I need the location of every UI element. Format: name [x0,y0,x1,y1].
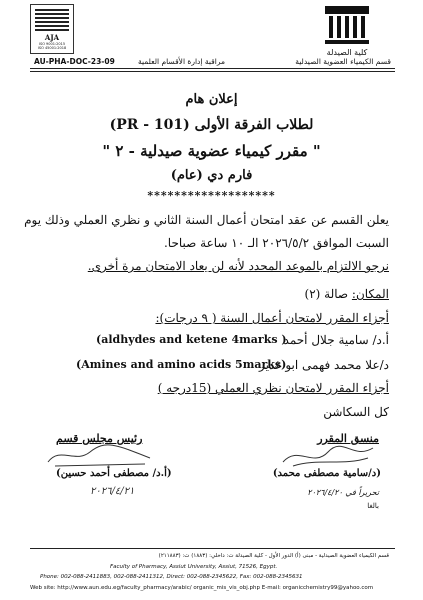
certification-stripes [35,9,69,33]
body-line-1: يعلن القسم عن عقد امتحان أعمال السنة الثاني و نظري العملي وذلك يوم [24,213,389,227]
part2-title: أجزاء المقرر لامتحان نظري العملي (15درجه ) [157,381,389,395]
header-divider [30,68,395,69]
quality-unit: مراقبة إدارة الأقسام العلمية [138,57,225,66]
header-divider-thin [30,71,395,72]
council-head-title: رئيس مجلس قسم [56,432,143,445]
faculty-name: كلية الصيدلة [326,48,368,57]
note: بالغا [367,502,379,510]
place-label: المكان: [351,287,389,301]
council-head-signature [40,438,160,470]
handwritten-date: ٢٠٢٦/٤/٢١ [90,486,135,497]
coordinator-name: (د/سامية مصطفى محمد) [272,468,381,479]
certification-logo-name: AJA [44,33,60,42]
row2-name: د/علا محمد فهمى ابو غدير [259,358,389,372]
footer-phones: Phone: 002-088-2411883, 002-088-2411312, Direct: 002-088-2345622, Fax: 002-088-2345631 [40,574,303,580]
coordinator-title: منسق المقرر [317,432,379,445]
announcement-heading: إعلان هام [185,92,238,107]
place-row [305,287,389,301]
coordinator-signature [273,440,383,470]
students-line: لطلاب الفرقة الأولى (PR - 101) [109,117,314,133]
footer-web: Web site: http://www.aun.edu.eg/faculty_pharmacy/arabic/ organic_mis_vis_obj.php E-mail: organicchemistry99@yahoo.com [30,585,374,591]
part1-title: أجزاء المقرر لامتحان أعمال السنة ( ٩ درجات): [155,311,389,325]
department-name: قسم الكيمياء العضوية الصيدلية [295,57,391,66]
course-title: " مقرر كيمياء عضوية صيدلية - ٢ " [102,142,321,160]
faculty-logo [325,6,369,44]
part2-value: كل السكاشن [323,405,389,419]
body-line-2: السبت الموافق ٢٠٢٦/٥/٢ الـ ١٠ ساعة صباحا. [163,236,389,250]
footer-divider [30,548,395,549]
row1-topic: (aldhydes and ketene 4marks ) [96,333,287,346]
program-name: فارم دي (عام) [170,168,253,183]
iso-certification-logo [30,4,74,54]
footer-address: Faculty of Pharmacy, Assiut University, Assiut, 71526, Egypt. [110,564,278,570]
document-code: AU-PHA-DOC-23-09 [34,57,115,66]
place-value: صالة (٢) [304,287,349,301]
row2-topic: (Amines and amino acids 5marks) [76,358,287,371]
issue-date: تحريراً في ٢٠٢٦/٤/٢٠ [307,488,379,497]
commitment-note: نرجو الالتزام بالموعد المحدد لأنه لن يعاد الامتحان مرة أخرى. [87,259,389,273]
footer-arabic-address: قسم الكيمياء العضوية الصيدلية - مبنى (أ) الدور الأول - كلية الصيدلة ت: داخلي: (١٨٨٣) ت: (٢١١٨٨٣) [158,553,389,559]
certification-caption: ISO 9001:2015 ISO 45001:2018 [37,42,67,50]
council-head-name: (أ.د/ مصطفى أحمد حسين) [56,468,172,479]
stars-divider: ******************* [147,189,276,202]
row1-name: أ.د/ سامية جلال أحمد [283,333,389,347]
